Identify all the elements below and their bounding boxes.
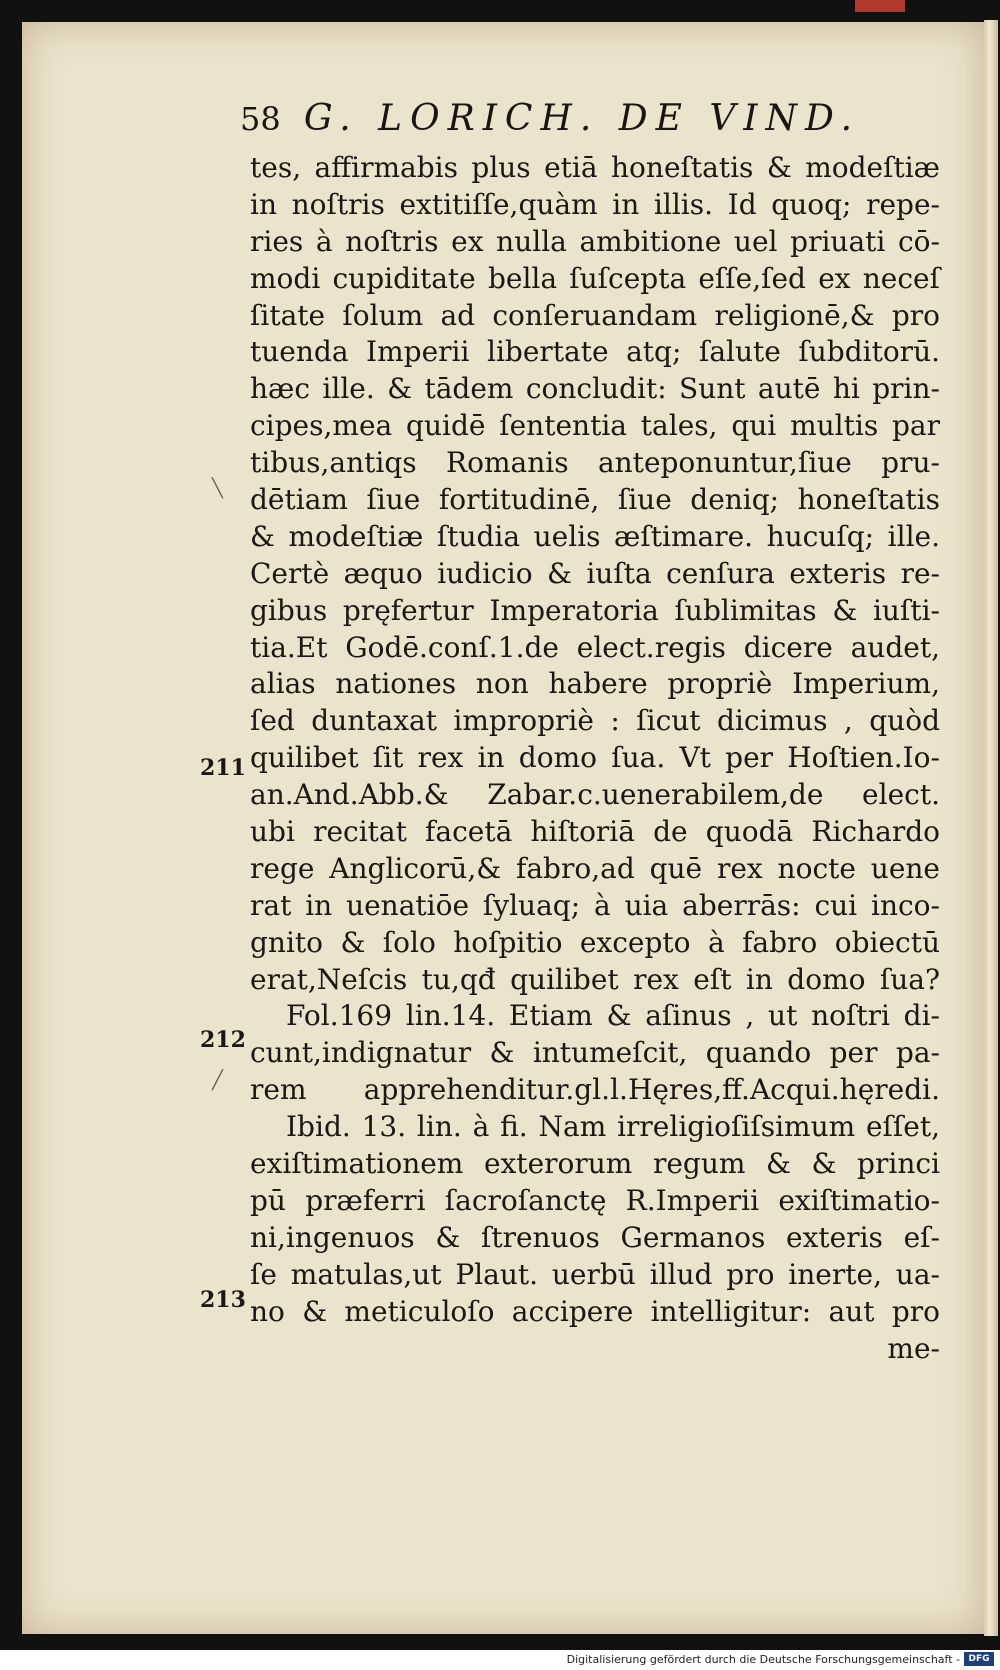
page-number: 58 bbox=[240, 100, 281, 138]
text-line: Fol.169 lin.14. Etiam & aſinus , ut noſtri di- bbox=[286, 999, 940, 1033]
text-line: tuenda Imperii libertate atq; ſalute ſubditorū. bbox=[250, 335, 940, 369]
text-line: erat,Neſcis tu,qđ quilibet rex eſt in domo ſua? bbox=[250, 962, 940, 996]
text-line: quilibet ſit rex in domo ſua. Vt per Hoſtien.Io- bbox=[250, 741, 940, 775]
text-line: no & meticuloſo accipere intelligitur: aut pro bbox=[250, 1294, 940, 1328]
text-line: tia.Et Godē.conſ.1.de elect.regis dicere audet, bbox=[250, 630, 940, 664]
text-line: hæc ille. & tādem concludit: Sunt autē hi prin- bbox=[250, 372, 940, 406]
dfg-logo: DFG bbox=[964, 1652, 994, 1666]
text-line: gnito & ſolo hoſpitio excepto à fabro obiectū bbox=[250, 925, 940, 959]
text-line: ſitate ſolum ad conſeruandam religionē,& pro bbox=[250, 298, 940, 332]
text-line: cunt,indignatur & intumeſcit, quando per pa- bbox=[250, 1036, 940, 1070]
footer-credit: Digitalisierung gefördert durch die Deutsche Forschungsgemeinschaft - bbox=[566, 1653, 960, 1666]
margin-number: 211 bbox=[200, 755, 246, 781]
margin-number: 213 bbox=[200, 1287, 246, 1313]
text-line: Certè æquo iudicio & iuſta cenſura exteris re- bbox=[250, 556, 940, 590]
body-text bbox=[250, 150, 940, 1367]
text-line: gibus pręfertur Imperatoria ſublimitas & iuſti- bbox=[250, 593, 940, 627]
running-title: G. LORICH. DE VIND. bbox=[303, 98, 861, 139]
text-line: ubi recitat facetā hiſtoriā de quodā Richardo bbox=[250, 815, 940, 849]
text-line: tes, affirmabis plus etiā honeſtatis & modeſtiæ bbox=[250, 151, 940, 184]
text-line: Ibid. 13. lin. à fi. Nam irreligioſiſsimum eſſet, bbox=[286, 1110, 940, 1144]
text-line: ſe matulas,ut Plaut. uerbū illud pro inerte, ua- bbox=[250, 1257, 940, 1291]
text-line: dētiam ſiue fortitudinē, ſiue deniq; honeſtatis bbox=[250, 483, 940, 517]
margin-number: 212 bbox=[200, 1027, 246, 1053]
text-line: tibus,antiqs Romanis anteponuntur,ſiue pru- bbox=[250, 446, 940, 480]
text-line: exiſtimationem exterorum regum & & princi bbox=[250, 1147, 940, 1181]
text-line: pū præferri ſacroſanctę R.Imperii exiſtimatio- bbox=[250, 1183, 940, 1217]
text-line: cipes,mea quidē ſententia tales, qui multis par bbox=[250, 409, 940, 443]
text-line: rem apprehenditur.gl.l.Hęres,ff.Acqui.hęredi. bbox=[250, 1073, 940, 1107]
running-header bbox=[240, 98, 960, 148]
text-line: ries à noſtris ex nulla ambitione uel priuati cō- bbox=[250, 224, 940, 258]
text-line: an.And.Abb.& Zabar.c.uenerabilem,de elect. bbox=[250, 778, 940, 812]
text-line: alias nationes non habere propriè Imperium, bbox=[250, 667, 940, 701]
page-edge bbox=[984, 20, 998, 1636]
text-line: ni,ingenuos & ſtrenuos Germanos exteris eſ- bbox=[250, 1220, 940, 1254]
margin-mark: ╱ bbox=[212, 1070, 223, 1091]
text-line: rege Anglicorū,& fabro,ad quē rex nocte uene bbox=[250, 851, 940, 885]
bookmark-tab bbox=[855, 0, 905, 12]
text-line: rat in uenatiōe ſyluaq; à uia aberrās: cui inco- bbox=[250, 888, 940, 922]
text-line: modi cupiditate bella ſuſcepta eſſe,ſed ex neceſ bbox=[250, 261, 940, 295]
text-line: & modeſtiæ ſtudia uelis æſtimare. hucuſq; ille. bbox=[250, 519, 940, 553]
text-line: ſed duntaxat impropriè : ſicut dicimus , quòd bbox=[250, 704, 940, 738]
catchword: me- bbox=[887, 1331, 940, 1365]
margin-mark: ╲ bbox=[212, 478, 223, 499]
text-line: in noſtris extitiſſe,quàm in illis. Id quoq; repe- bbox=[250, 187, 940, 221]
